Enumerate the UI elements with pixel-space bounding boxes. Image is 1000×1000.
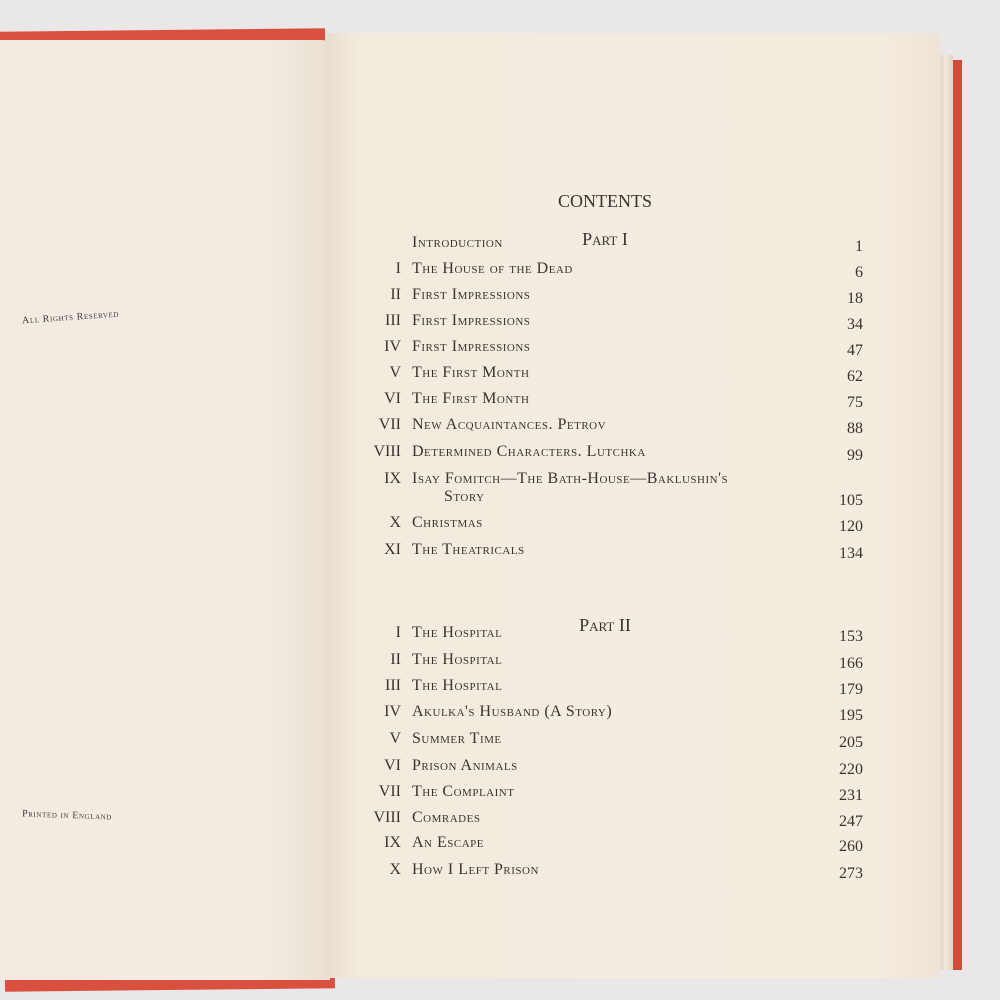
chapter-number: I <box>395 260 401 277</box>
chapter-number: II <box>390 651 401 668</box>
printed-notice: Printed in England <box>21 808 113 823</box>
chapter-title: The Hospital <box>412 624 503 641</box>
page-number: 220 <box>839 761 863 778</box>
chapter-title: The First Month <box>412 390 530 407</box>
chapter-number: VI <box>384 757 401 774</box>
chapter-number: VII <box>378 783 401 800</box>
chapter-number: X <box>389 514 401 531</box>
page-number: 62 <box>847 368 863 385</box>
chapter-title: Comrades <box>412 809 481 826</box>
chapter-title: The House of the Dead <box>412 260 573 277</box>
chapter-title: Christmas <box>412 514 483 531</box>
page-number: 273 <box>839 865 863 882</box>
page-number: 153 <box>839 628 863 645</box>
chapter-number: IV <box>384 703 401 720</box>
rights-notice: All Rights Reserved <box>21 308 120 327</box>
chapter-title: The Hospital <box>412 651 503 668</box>
chapter-number: V <box>389 364 401 381</box>
chapter-number: III <box>385 312 401 329</box>
part-heading: Part I <box>582 229 628 249</box>
chapter-number: VI <box>384 390 401 407</box>
chapter-title: Introduction <box>412 234 503 251</box>
page-number: 195 <box>839 707 863 724</box>
page-number: 247 <box>839 813 863 830</box>
chapter-title: Summer Time <box>412 730 502 747</box>
page-number: 75 <box>847 394 863 411</box>
chapter-title: First Impressions <box>412 286 531 303</box>
page-number: 1 <box>855 238 863 255</box>
chapter-title: The Theatricals <box>412 541 525 558</box>
chapter-title-continued: Story <box>444 488 485 505</box>
chapter-title: The First Month <box>412 364 530 381</box>
chapter-number: IV <box>384 338 401 355</box>
page-number: 105 <box>839 492 863 509</box>
left-page <box>0 40 330 980</box>
chapter-number: V <box>389 730 401 747</box>
page-number: 88 <box>847 420 863 437</box>
chapter-title: An Escape <box>412 834 485 851</box>
page-number: 166 <box>839 655 863 672</box>
page-number: 99 <box>847 447 863 464</box>
contents-title: CONTENTS <box>558 191 652 211</box>
chapter-title: New Acquaintances. Petrov <box>412 416 607 433</box>
chapter-number: VII <box>378 416 401 433</box>
chapter-number: I <box>395 624 401 641</box>
chapter-title: Isay Fomitch—The Bath-House—Baklushin's Story <box>412 470 729 505</box>
chapter-number: IX <box>384 834 401 851</box>
chapter-number: X <box>389 861 401 878</box>
chapter-title: The Hospital <box>412 677 503 694</box>
chapter-title: Prison Animals <box>412 757 518 774</box>
chapter-number: IX <box>384 470 401 487</box>
chapter-title: How I Left Prison <box>412 861 539 878</box>
page-number: 18 <box>847 290 863 307</box>
page-number: 6 <box>855 264 863 281</box>
chapter-number: VIII <box>373 443 401 460</box>
chapter-title: First Impressions <box>412 338 531 355</box>
part-heading: Part II <box>579 615 631 635</box>
chapter-number: III <box>385 677 401 694</box>
page-number: 34 <box>847 316 863 333</box>
chapter-number: II <box>390 286 401 303</box>
page-number: 47 <box>847 342 863 359</box>
chapter-title: First Impressions <box>412 312 531 329</box>
chapter-number: XI <box>384 541 401 558</box>
chapter-title: Determined Characters. Lutchka <box>412 443 646 460</box>
contents-page <box>325 33 940 978</box>
page-number: 179 <box>839 681 863 698</box>
page-number: 205 <box>839 734 863 751</box>
chapter-title: The Complaint <box>412 783 515 800</box>
page-number: 134 <box>839 545 863 562</box>
page-number: 231 <box>839 787 863 804</box>
page-number: 260 <box>839 838 863 855</box>
chapter-number: VIII <box>373 809 401 826</box>
page-number: 120 <box>839 518 863 535</box>
chapter-title: Akulka's Husband (A Story) <box>412 703 613 720</box>
